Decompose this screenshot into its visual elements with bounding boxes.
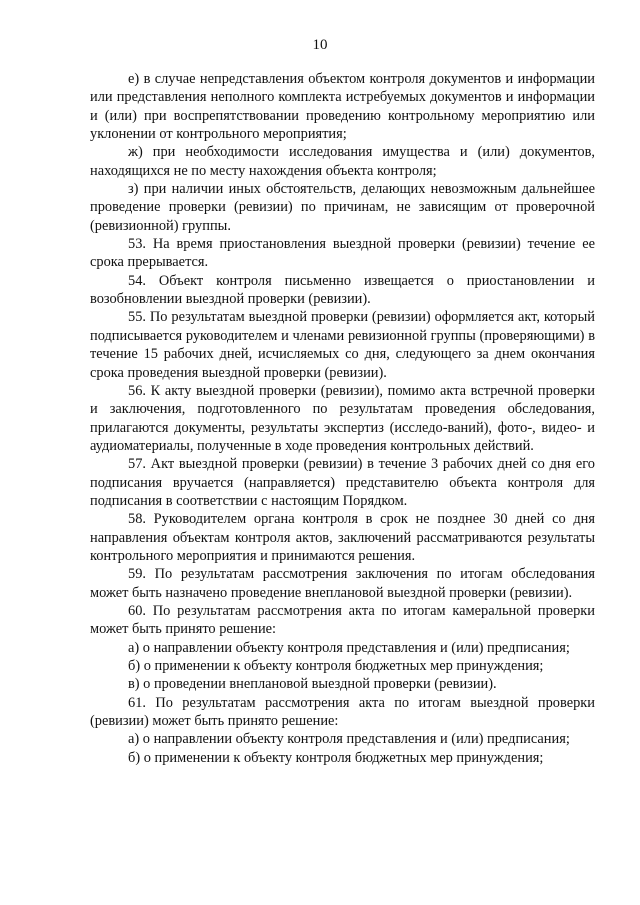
- paragraph-61-item-b: б) о применении к объекту контроля бюджетных мер принуждения;: [128, 749, 544, 766]
- paragraph-60-item-b: б) о применении к объекту контроля бюджетных мер принуждения;: [128, 658, 544, 674]
- paragraph-item-z: з) при наличии иных обстоятельств, делающих невозможным дальнейшее проведение проверки (ревизии) по причинам, не зависящим от проверочной (ревизионной) группы.: [90, 181, 595, 234]
- paragraph-57: 57. Акт выездной проверки (ревизии) в течение 3 рабочих дней со дня его подписания вручается (направляется) представителю объекта контроля для подписания в соответствии с настоящим Порядком.: [90, 456, 595, 509]
- paragraph-60-item-a: а) о направлении объекту контроля представления и (или) предписания;: [128, 639, 570, 656]
- paragraph-item-zh: ж) при необходимости исследования имущества и (или) документов, находящихся не по месту нахождения объекта контроля;: [90, 144, 595, 179]
- paragraph-61: 61. По результатам рассмотрения акта по итогам выездной проверки (ревизии) может быть принято решение:: [90, 694, 595, 730]
- paragraph-56: 56. К акту выездной проверки (ревизии), помимо акта встречной проверки и заключения, подготовленного по результатам проведения обследования, прилагаются документы, результаты экспертиз (исследо-ваний), фото-, видео- и аудиоматериалы, полученные в ходе проведения контрольных действий.: [90, 382, 595, 454]
- document-body: [90, 70, 595, 767]
- page-number: 10: [312, 37, 328, 53]
- paragraph-item-e: е) в случае непредставления объектом контроля документов и информации или представления неполного комплекта истребуемых документов и информации и (или) при воспрепятствовании проведению контрольному мероприятию или уклонении от контрольного мероприятия;: [90, 71, 595, 143]
- paragraph-58: 58. Руководителем органа контроля в срок не позднее 30 дней со дня направления объектам контроля актов, заключений рассматриваются результаты контрольного мероприятия и принимаются решения.: [90, 511, 595, 564]
- paragraph-59: 59. По результатам рассмотрения заключения по итогам обследования может быть назначено проведение внеплановой выездной проверки (ревизии).: [90, 566, 595, 601]
- paragraph-60: 60. По результатам рассмотрения акта по итогам камеральной проверки может быть принято решение:: [90, 602, 595, 638]
- paragraph-61-item-a: а) о направлении объекту контроля представления и (или) предписания;: [128, 731, 570, 748]
- paragraph-53: 53. На время приостановления выездной проверки (ревизии) течение ее срока прерывается.: [90, 236, 595, 271]
- paragraph-60-item-v: в) о проведении внеплановой выездной проверки (ревизии).: [128, 676, 497, 693]
- paragraph-55: 55. По результатам выездной проверки (ревизии) оформляется акт, который подписывается руководителем и членами ревизионной группы (проверяющими) в течение 15 рабочих дней, исчисляемых со дня, следующего за днем окончания срока проведения выездной проверки (ревизии).: [90, 309, 595, 381]
- paragraph-54: 54. Объект контроля письменно извещается о приостановлении и возобновлении выездной проверки (ревизии).: [90, 272, 595, 308]
